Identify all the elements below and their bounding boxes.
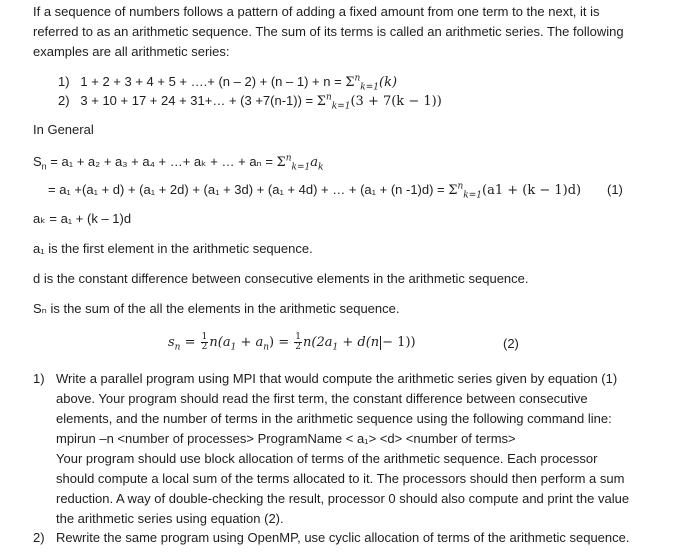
sum-lower-limit: k=1 [331, 101, 351, 112]
task-1-command-line: mpirun –n <number of processes> ProgramName < a₁> <d> <number of terms> [56, 431, 516, 446]
eq2-term-c: n(2a [303, 335, 333, 350]
example-number: 1) [58, 74, 70, 89]
example-number: 2) [58, 93, 70, 108]
sum-upper-limit: n [325, 92, 332, 103]
text-cursor [380, 336, 381, 350]
intro-line-2: referred to as an arithmetic sequence. The sum of its terms is called an arithmetic series. The following [33, 24, 624, 39]
sigma-symbol: Σ [448, 183, 458, 198]
sigma-symbol: Σ [345, 75, 355, 90]
fraction-denominator: 2 [295, 342, 302, 352]
sigma-symbol: Σ [276, 155, 286, 170]
sn-symbol: S [33, 154, 42, 169]
intro-line-1: If a sequence of numbers follows a pattern of adding a fixed amount from one term to the next, it is [33, 4, 600, 19]
task-1-line: should compute a local sum of the terms allocated to it. The processors should then perform a sum [56, 471, 625, 486]
fraction-half [201, 333, 209, 352]
ak-formula: aₖ = a₁ + (k – 1)d [33, 211, 132, 226]
equation-1 [48, 180, 581, 201]
sum-variable: a [310, 155, 319, 170]
definition-sn: Sₙ is the sum of the all the elements in the arithmetic sequence. [33, 301, 400, 316]
fraction-numerator: 1 [295, 332, 302, 342]
sum-upper-limit: n [354, 73, 361, 84]
sum-upper-limit: n [285, 153, 292, 164]
eq2-term-b: + a [236, 335, 264, 350]
sum-upper-limit: n [457, 181, 464, 192]
eq2-sub-1b: 1 [332, 342, 339, 353]
intro-line-3: examples are all arithmetic series: [33, 44, 230, 59]
equation-1-label: (1) [607, 182, 623, 197]
task-1-line: reduction. A way of double-checking the result, processor 0 should also compute and print the value [56, 491, 630, 506]
task-1-line: Your program should use block allocation of terms of the arithmetic sequence. Each processor [56, 451, 598, 466]
sum-lower-limit: k=1 [360, 82, 380, 93]
task-1-line: Write a parallel program using MPI that would compute the arithmetic series given by equation (1) [56, 371, 618, 386]
task-1-line: the arithmetic series using equation (2). [56, 511, 284, 526]
definition-a1: a₁ is the first element in the arithmetic sequence. [33, 241, 313, 256]
definition-d: d is the constant difference between consecutive elements in the arithmetic sequence. [33, 271, 529, 286]
sn-definition-line [33, 152, 324, 173]
eq2-term-a: n(a [209, 335, 231, 350]
sum-lower-limit: k=1 [291, 162, 311, 173]
equation-1-expansion: = a₁ +(a₁ + d) + (a₁ + 2d) + (a₁ + 3d) + (a₁ + 4d) + … + (a₁ + (n -1)d) = [48, 182, 449, 197]
equation-2-label: (2) [503, 336, 519, 351]
eq2-sub-n: n [263, 342, 270, 353]
eq2-paren: ) [269, 335, 275, 350]
eq2-term-d: + d(n [338, 335, 380, 350]
general-heading: In General [33, 122, 94, 137]
equation-2: $s_n$ = $\frac{1}{2}$ $n(a_1 + a_n)$ = $\frac{1}{2}$ $n(2a_1 + d(n - 1))$ [168, 332, 416, 353]
example-text: 1 + 2 + 3 + 4 + 5 + ….+ (n – 2) + (n – 1) + n = [80, 74, 346, 89]
sn-subscript: n [41, 161, 47, 172]
sum-term: (k) [379, 75, 398, 90]
task-2-line: Rewrite the same program using OpenMP, use cyclic allocation of terms of the arithmetic sequence. [56, 530, 630, 545]
fraction-denominator: 2 [201, 342, 208, 352]
example-text: 3 + 10 + 17 + 24 + 31+… + (3 +7(n-1)) = [80, 93, 317, 108]
task-1-number: 1) [33, 371, 45, 386]
sn-expansion: = a₁ + a₂ + a₃ + a₄ + …+ aₖ + … + aₙ = [46, 154, 277, 169]
eq2-lhs: s [168, 335, 175, 350]
sum-term: (3 + 7(k − 1)) [350, 94, 442, 109]
sum-variable-subscript: k [318, 162, 324, 173]
task-1-line: elements, and the number of terms in the arithmetic sequence using the following command line: [56, 411, 612, 426]
sum-lower-limit: k=1 [463, 190, 482, 201]
eq2-term-e: − 1)) [382, 335, 416, 350]
fraction-half [294, 333, 302, 352]
eq2-lhs-subscript: n [174, 342, 181, 353]
eq2-sub-1: 1 [230, 342, 237, 353]
fraction-numerator: 1 [201, 332, 208, 342]
example-2 [58, 91, 442, 112]
task-1-line: above. Your program should read the first term, the constant difference between consecutive [56, 391, 588, 406]
task-2-number: 2) [33, 530, 45, 545]
sigma-symbol: Σ [316, 94, 326, 109]
example-1 [58, 72, 397, 93]
sum-term: (a1 + (k − 1)d) [482, 183, 582, 198]
